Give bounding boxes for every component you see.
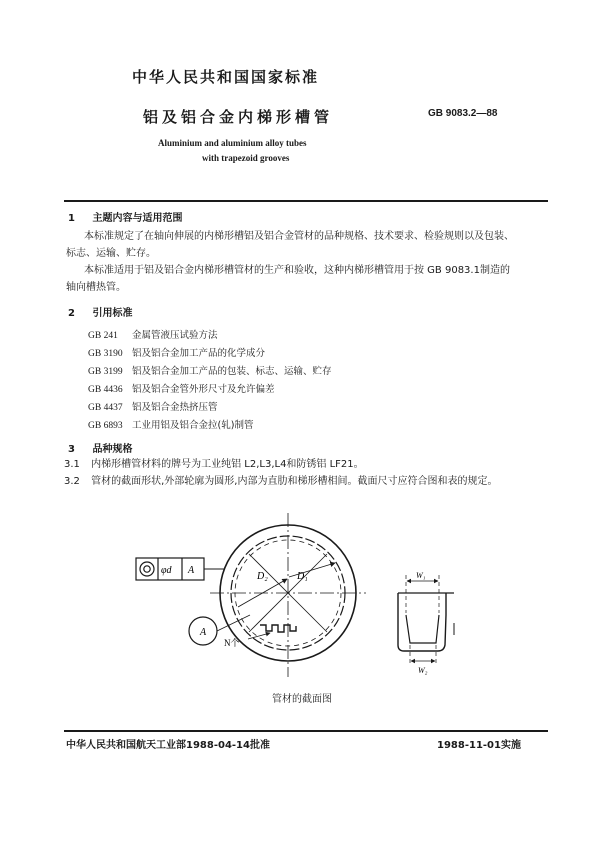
phi-d-label: φd (161, 565, 172, 576)
section1-para1-line1: 本标准规定了在轴向伸展的内梯形槽铝及铝合金管材的品种规格、技术要求、检验规则以及包装、 (84, 231, 514, 242)
item-3-1 (64, 456, 364, 473)
section1-title: 主题内容与适用范围 (92, 213, 183, 224)
item-3-1-number: 3.1 (64, 459, 80, 470)
standard-title: 铝及铝合金内梯形槽管 (143, 108, 334, 126)
w1-label: W₁ (416, 571, 426, 580)
header-rule (64, 200, 548, 202)
reference-title: 铝及铝合金加工产品的包装、标志、运输、贮存 (132, 366, 332, 377)
section1-para2-line1: 本标准适用于铝及铝合金内梯形槽管材的生产和验收，这种内梯形槽管用于按 GB 9083.1制造的 (84, 265, 510, 276)
tube-section (189, 513, 366, 677)
reference-code: GB 4437 (88, 403, 123, 413)
footer-rule (64, 730, 548, 732)
section2-number: 2 (68, 308, 75, 319)
standard-number: GB 9083.2—88 (428, 108, 498, 119)
figure-caption: 管材的截面图 (272, 694, 332, 705)
item-3-2 (64, 473, 497, 490)
item-3-2-text: 管材的截面形状,外部轮廓为圆形,内部为直肋和梯形槽相间。截面尺寸应符合图和表的规定。 (91, 476, 498, 487)
concentricity-symbol-icon (140, 562, 154, 576)
reference-title: 金属管液压试验方法 (132, 330, 218, 341)
reference-code: GB 3199 (88, 367, 123, 377)
reference-title: 工业用铝及铝合金拉(轧)制管 (132, 420, 254, 431)
reference-code: GB 241 (88, 331, 118, 341)
section1-para1-line2: 标志、运输、贮存。 (66, 248, 156, 259)
section3-title: 品种规格 (92, 444, 133, 455)
reference-item (88, 399, 218, 413)
section1-heading (68, 209, 182, 224)
d2-label: D₂ (257, 571, 268, 582)
item-3-2-number: 3.2 (64, 476, 80, 487)
d1-label: D₁ (297, 571, 308, 582)
reference-code: GB 4436 (88, 385, 123, 395)
english-title-line1: Aluminium and aluminium alloy tubes (158, 138, 307, 148)
effective-date: 1988-11-01实施 (437, 740, 521, 751)
reference-title: 铝及铝合金管外形尺寸及允许偏差 (132, 384, 275, 395)
issuing-org: 中华人民共和国国家标准 (132, 68, 320, 86)
section3-number: 3 (68, 444, 75, 455)
reference-code: GB 3190 (88, 349, 123, 359)
section1-para2-line2: 轴向槽热管。 (66, 282, 126, 293)
reference-item (88, 345, 265, 359)
reference-item (88, 363, 332, 377)
approval-line: 中华人民共和国航天工业部1988-04-14批准 (66, 740, 270, 751)
w2-label: W₂ (418, 666, 428, 675)
english-title-line2: with trapezoid grooves (202, 153, 290, 163)
reference-item (88, 381, 275, 395)
reference-title: 铝及铝合金加工产品的化学成分 (132, 348, 266, 359)
section3-heading (68, 440, 132, 455)
groove-count-label: N个 (224, 638, 240, 648)
reference-code: GB 6893 (88, 421, 123, 431)
section2-heading (68, 304, 132, 319)
section1-number: 1 (68, 213, 75, 224)
datum-a-label: A (188, 565, 195, 576)
detail-a-label: A (200, 627, 207, 638)
reference-item (88, 327, 218, 341)
item-3-1-text: 内梯形槽管材料的牌号为工业纯铝 L2,L3,L4和防锈铝 LF21。 (91, 459, 364, 470)
trapezoid-groove-detail (398, 571, 454, 675)
reference-item (88, 417, 253, 431)
groove-detail (260, 625, 296, 632)
tolerance-frame (136, 558, 224, 580)
tube-cross-section-figure (120, 505, 480, 685)
section2-title: 引用标准 (92, 308, 133, 319)
reference-title: 铝及铝合金热挤压管 (132, 402, 218, 413)
